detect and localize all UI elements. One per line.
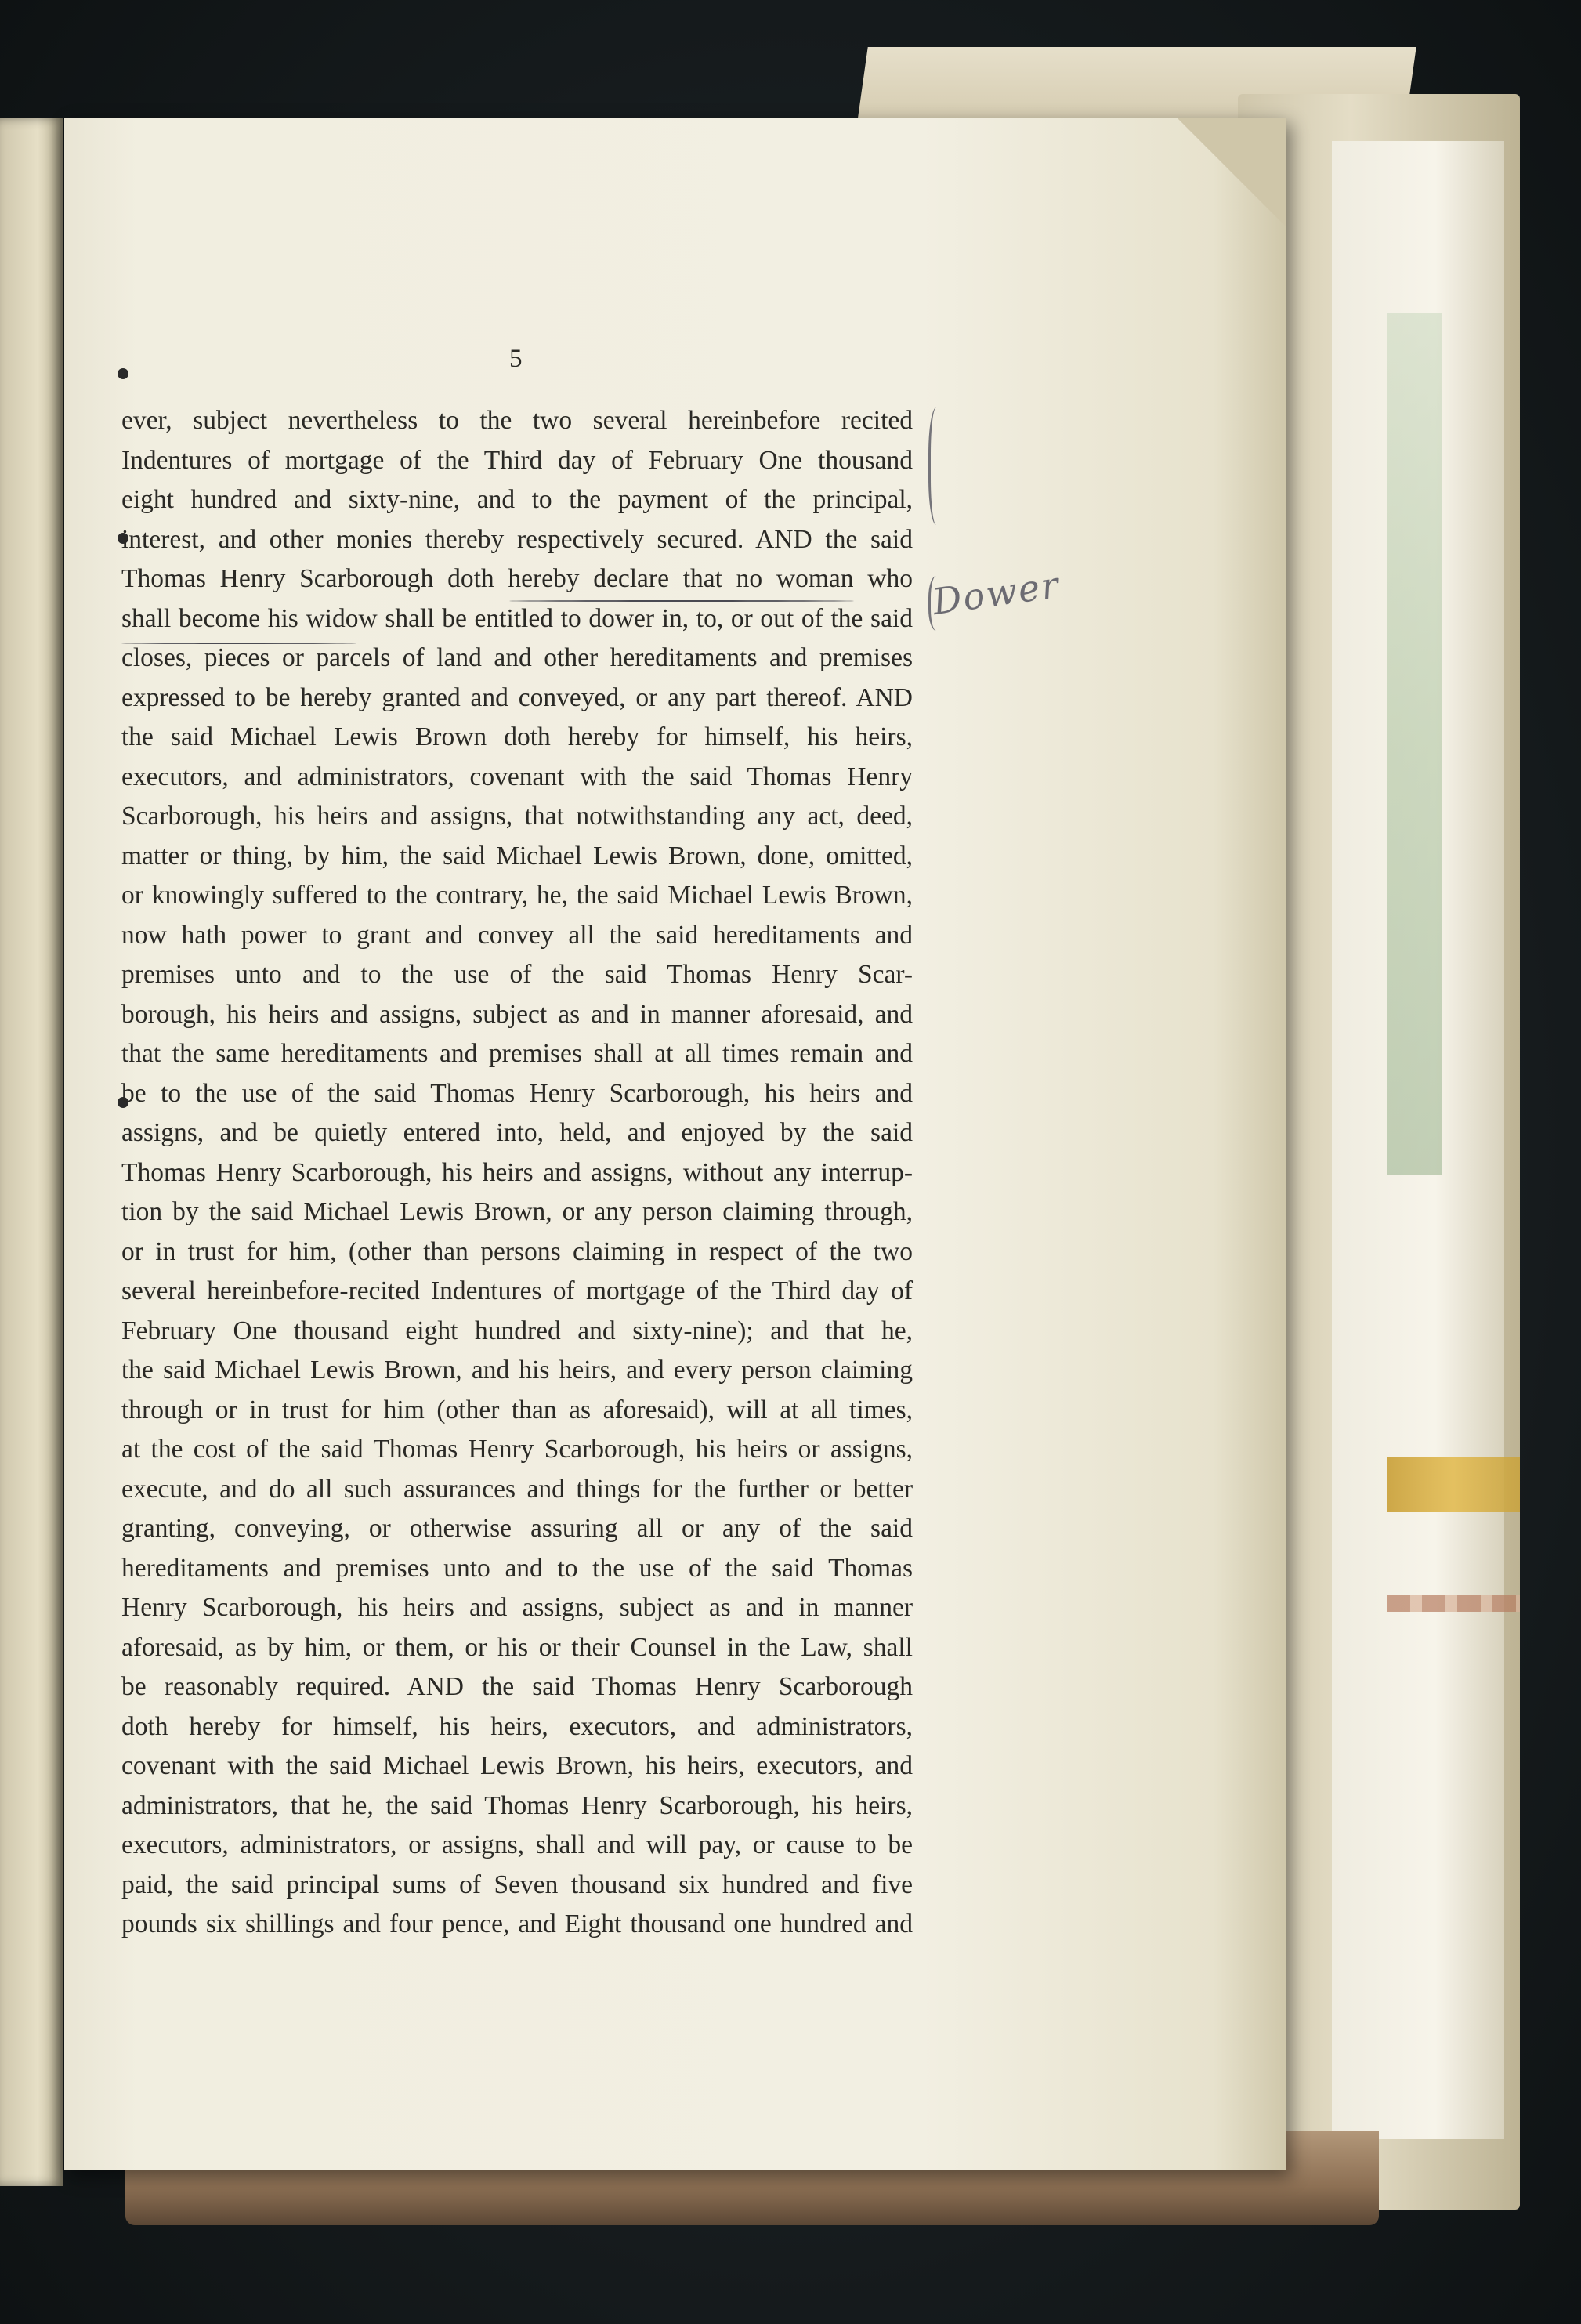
text-line: matter or thing, by him, the said Michael Lewis Brown, done, omitted, bbox=[121, 841, 913, 871]
text-line: Indentures of mortgage of the Third day of February One thousand bbox=[121, 445, 913, 475]
binding-stitch bbox=[118, 368, 128, 379]
text-line: or in trust for him, (other than persons claiming in respect of the two bbox=[121, 1236, 913, 1266]
text-line: execute, and do all such assurances and things for the further or better bbox=[121, 1474, 913, 1504]
text-line: the said Michael Lewis Brown, and his heirs, and every person claiming bbox=[121, 1356, 913, 1385]
text-line: February One thousand eight hundred and sixty-nine); and that he, bbox=[121, 1316, 913, 1345]
text-line: ever, subject nevertheless to the two several hereinbefore recited bbox=[121, 406, 913, 435]
left-page-edge bbox=[0, 118, 63, 2186]
text-line: premises unto and to the use of the said Thomas Henry Scar- bbox=[121, 960, 913, 989]
text-line: that the same hereditaments and premises shall at all times remain and bbox=[121, 1039, 913, 1068]
text-line: granting, conveying, or otherwise assuring all or any of the said bbox=[121, 1514, 913, 1543]
text-line: or knowingly suffered to the contrary, he, the said Michael Lewis Brown, bbox=[121, 881, 913, 910]
pencil-bracket bbox=[928, 407, 948, 525]
text-line: pounds six shillings and four pence, and Eight thousand one hundred and bbox=[121, 1910, 913, 1938]
text-line: the said Michael Lewis Brown doth hereby for himself, his heirs, bbox=[121, 722, 913, 751]
text-line: shall become his widow shall be entitled to dower in, to, or out of the said bbox=[121, 603, 913, 633]
text-line: be to the use of the said Thomas Henry Scarborough, his heirs and bbox=[121, 1078, 913, 1108]
text-line: executors, and administrators, covenant with the said Thomas Henry bbox=[121, 762, 913, 791]
text-line: executors, administrators, or assigns, shall and will pay, or cause to be bbox=[121, 1830, 913, 1859]
pencil-underline bbox=[509, 600, 854, 602]
text-line: Henry Scarborough, his heirs and assigns, subject as and in manner bbox=[121, 1593, 913, 1622]
text-line: closes, pieces or parcels of land and other hereditaments and premises bbox=[121, 643, 913, 672]
text-line: doth hereby for himself, his heirs, executors, and administrators, bbox=[121, 1711, 913, 1741]
text-line: administrators, that he, the said Thomas Henry Scarborough, his heirs, bbox=[121, 1790, 913, 1820]
text-line: several hereinbefore-recited Indentures of mortgage of the Third day of bbox=[121, 1276, 913, 1305]
text-line: Thomas Henry Scarborough, his heirs and assigns, without any interrup- bbox=[121, 1157, 913, 1187]
text-line: Scarborough, his heirs and assigns, that notwithstanding any act, deed, bbox=[121, 802, 913, 831]
folded-corner bbox=[1177, 118, 1286, 227]
text-line: hereditaments and premises unto and to the use of the said Thomas bbox=[121, 1553, 913, 1583]
pencil-underline bbox=[121, 643, 356, 644]
text-line: at the cost of the said Thomas Henry Scarborough, his heirs or assigns, bbox=[121, 1435, 913, 1464]
text-line: eight hundred and sixty-nine, and to the payment of the principal, bbox=[121, 485, 913, 514]
text-line: assigns, and be quietly entered into, held, and enjoyed by the said bbox=[121, 1118, 913, 1147]
yellow-tape bbox=[1387, 1457, 1520, 1512]
text-line: borough, his heirs and assigns, subject as and in manner aforesaid, and bbox=[121, 999, 913, 1029]
margin-note: Dower bbox=[930, 563, 1063, 624]
deed-text bbox=[121, 401, 913, 1945]
text-line: through or in trust for him (other than as aforesaid), will at all times, bbox=[121, 1395, 913, 1424]
text-line: be reasonably required. AND the said Thomas Henry Scarborough bbox=[121, 1672, 913, 1701]
text-line: paid, the said principal sums of Seven thousand six hundred and five bbox=[121, 1870, 913, 1899]
text-line: Thomas Henry Scarborough doth hereby declare that no woman who bbox=[121, 564, 913, 593]
text-line: interest, and other monies thereby respectively secured. AND the said bbox=[121, 524, 913, 554]
text-line: now hath power to grant and convey all the said hereditaments and bbox=[121, 920, 913, 950]
text-line: covenant with the said Michael Lewis Brown, his heirs, executors, and bbox=[121, 1751, 913, 1780]
text-line: aforesaid, as by him, or them, or his or their Counsel in the Law, shall bbox=[121, 1632, 913, 1662]
red-stripe-tape bbox=[1387, 1595, 1520, 1612]
page-number: 5 bbox=[509, 345, 523, 373]
green-tab bbox=[1387, 313, 1442, 1175]
text-line: tion by the said Michael Lewis Brown, or any person claiming through, bbox=[121, 1197, 913, 1226]
text-line: expressed to be hereby granted and conveyed, or any part thereof. AND bbox=[121, 682, 913, 712]
